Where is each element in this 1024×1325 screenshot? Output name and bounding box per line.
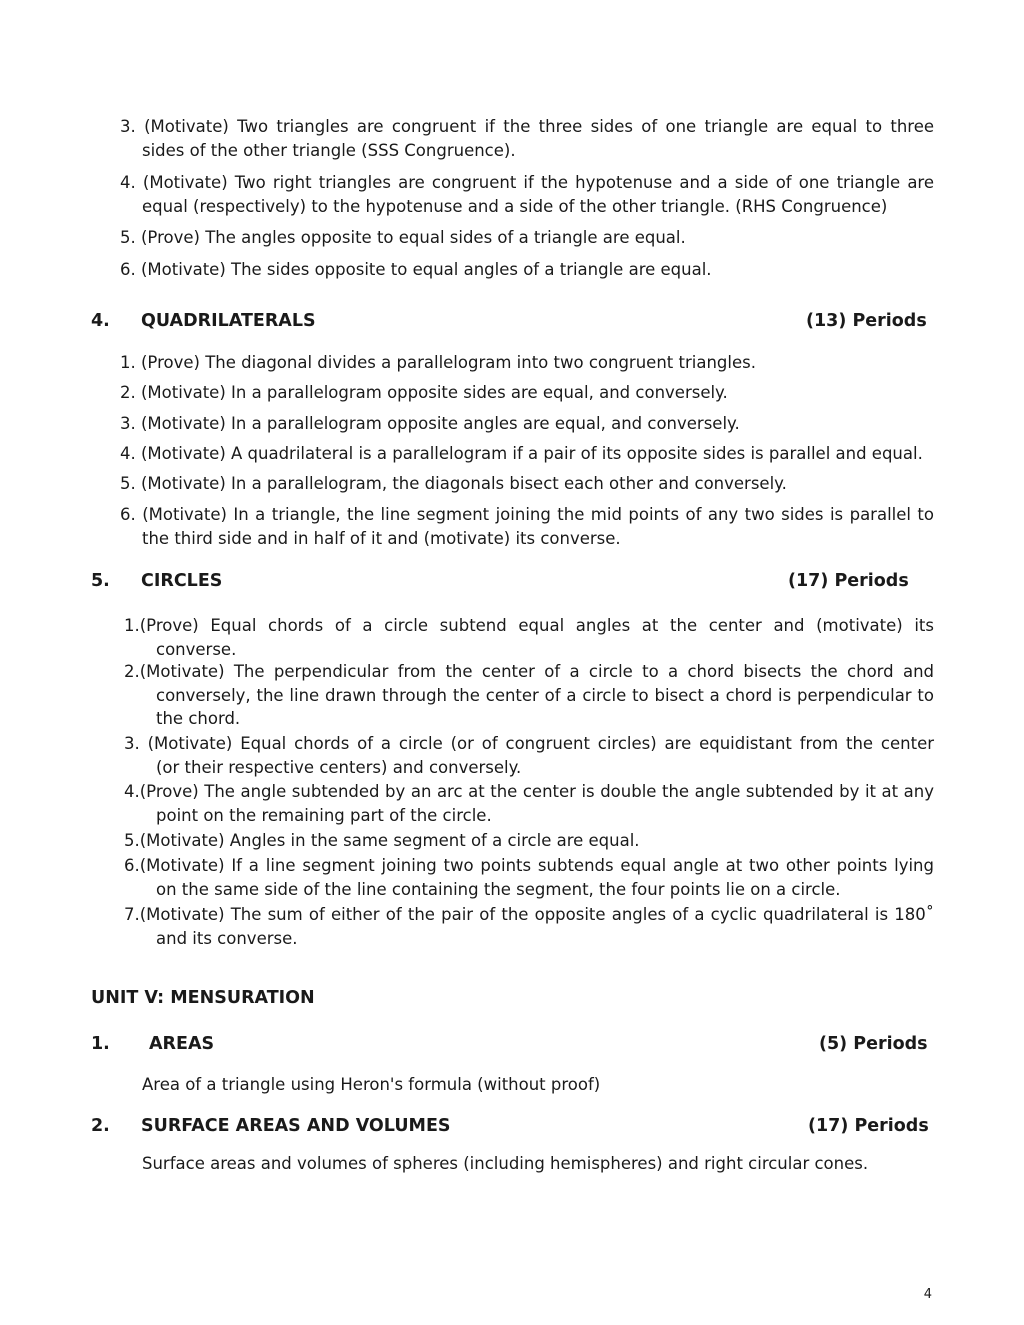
areas-description: Area of a triangle using Heron's formula (without proof)	[142, 1075, 601, 1094]
item-text: (Motivate) If a line segment joining two points subtends equal angle at two other points lying	[139, 856, 934, 875]
section-title-surface-areas: SURFACE AREAS AND VOLUMES	[141, 1116, 451, 1136]
item-number: 3.	[124, 734, 140, 753]
item-text-cont: equal (respectively) to the hypotenuse and a side of the other triangle. (RHS Congruence)	[142, 196, 888, 216]
item-number: 5.	[124, 831, 140, 850]
section-title-areas: AREAS	[149, 1034, 215, 1054]
section-periods: (17) Periods	[788, 571, 909, 591]
item-text-cont: the chord.	[156, 709, 241, 728]
section-title-circles: CIRCLES	[141, 571, 223, 591]
item-text: (Motivate) Two right triangles are congruent if the hypotenuse and a side of one triangle are	[142, 173, 935, 192]
circle-item-3	[124, 732, 934, 779]
item-text: (Motivate) The sides opposite to equal angles of a triangle are equal.	[141, 260, 712, 279]
circle-item-4	[124, 780, 934, 827]
item-text: (Motivate) Two triangles are congruent if the three sides of one triangle are equal to three	[144, 117, 935, 136]
item-number: 6.	[124, 856, 140, 875]
item-text-cont: the third side and in half of it and (motivate) its converse.	[142, 528, 621, 548]
triangle-item-3	[120, 115, 934, 162]
item-number: 7.	[124, 905, 140, 924]
circle-item-5	[124, 829, 934, 853]
quad-item-2	[120, 381, 934, 405]
section-number: 5.	[91, 571, 110, 591]
section-periods: (13) Periods	[806, 311, 927, 331]
item-text: (Motivate) In a parallelogram, the diagonals bisect each other and conversely.	[141, 474, 787, 493]
quad-item-1	[120, 351, 934, 375]
item-text: (Prove) The angle subtended by an arc at the center is double the angle subtended by it at any	[139, 782, 934, 801]
item-text-cont: and its converse.	[156, 928, 298, 948]
item-number: 2.	[124, 662, 140, 681]
item-text-cont: conversely, the line drawn through the center of a circle to bisect a chord is perpendicular to	[156, 685, 934, 705]
item-number: 4.	[124, 782, 140, 801]
item-text: (Motivate) In a parallelogram opposite sides are equal, and conversely.	[141, 383, 728, 402]
circle-item-2	[124, 660, 934, 731]
page-number: 4	[923, 1287, 932, 1302]
item-text: (Motivate) The sum of either of the pair of the opposite angles of a cyclic quadrilateral is 180˚	[139, 905, 934, 924]
item-number: 5.	[120, 474, 136, 493]
quad-item-3	[120, 412, 934, 436]
triangle-item-4	[120, 171, 934, 218]
item-text: (Prove) Equal chords of a circle subtend equal angles at the center and (motivate) its	[139, 616, 934, 635]
section-number: 1.	[91, 1034, 110, 1054]
item-number: 3.	[120, 117, 136, 136]
item-text: (Motivate) In a parallelogram opposite angles are equal, and conversely.	[141, 414, 740, 433]
section-periods: (17) Periods	[808, 1116, 929, 1136]
item-text: (Motivate) In a triangle, the line segment joining the mid points of any two sides is parallel to	[142, 505, 934, 524]
item-text-cont: on the same side of the line containing the segment, the four points lie on a circle.	[156, 879, 841, 899]
item-number: 4.	[120, 173, 136, 192]
item-number: 5.	[120, 228, 136, 247]
item-text-cont: converse.	[156, 639, 237, 659]
item-number: 1.	[120, 353, 136, 372]
section-number: 2.	[91, 1116, 110, 1136]
item-number: 4.	[120, 444, 136, 463]
item-number: 1.	[124, 616, 140, 635]
quad-item-6	[120, 503, 934, 550]
circle-item-7	[124, 903, 934, 950]
item-text: (Motivate) Angles in the same segment of a circle are equal.	[139, 831, 640, 850]
section-title-quadrilaterals: QUADRILATERALS	[141, 311, 316, 331]
item-number: 6.	[120, 260, 136, 279]
section-periods: (5) Periods	[819, 1034, 928, 1054]
item-text-cont: (or their respective centers) and conversely.	[156, 757, 522, 777]
item-text-cont: sides of the other triangle (SSS Congruence).	[142, 140, 516, 160]
item-text: (Prove) The angles opposite to equal sides of a triangle are equal.	[141, 228, 686, 247]
item-number: 3.	[120, 414, 136, 433]
circle-item-6	[124, 854, 934, 901]
surface-description: Surface areas and volumes of spheres (including hemispheres) and right circular cones.	[142, 1154, 869, 1173]
item-text: (Motivate) The perpendicular from the center of a circle to a chord bisects the chord and	[139, 662, 934, 681]
section-number: 4.	[91, 311, 110, 331]
quad-item-4	[120, 442, 934, 466]
quad-item-5	[120, 472, 934, 496]
circle-item-1	[124, 614, 934, 661]
triangle-item-6	[120, 258, 934, 282]
triangle-item-5	[120, 226, 934, 250]
item-number: 2.	[120, 383, 136, 402]
item-text: (Prove) The diagonal divides a parallelogram into two congruent triangles.	[141, 353, 756, 372]
unit-heading: UNIT V: MENSURATION	[91, 988, 315, 1008]
item-number: 6.	[120, 505, 136, 524]
item-text-cont: point on the remaining part of the circle.	[156, 805, 492, 825]
item-text: (Motivate) Equal chords of a circle (or of congruent circles) are equidistant from the center	[147, 734, 935, 753]
item-text: (Motivate) A quadrilateral is a parallelogram if a pair of its opposite sides is parallel and equal.	[141, 444, 923, 463]
